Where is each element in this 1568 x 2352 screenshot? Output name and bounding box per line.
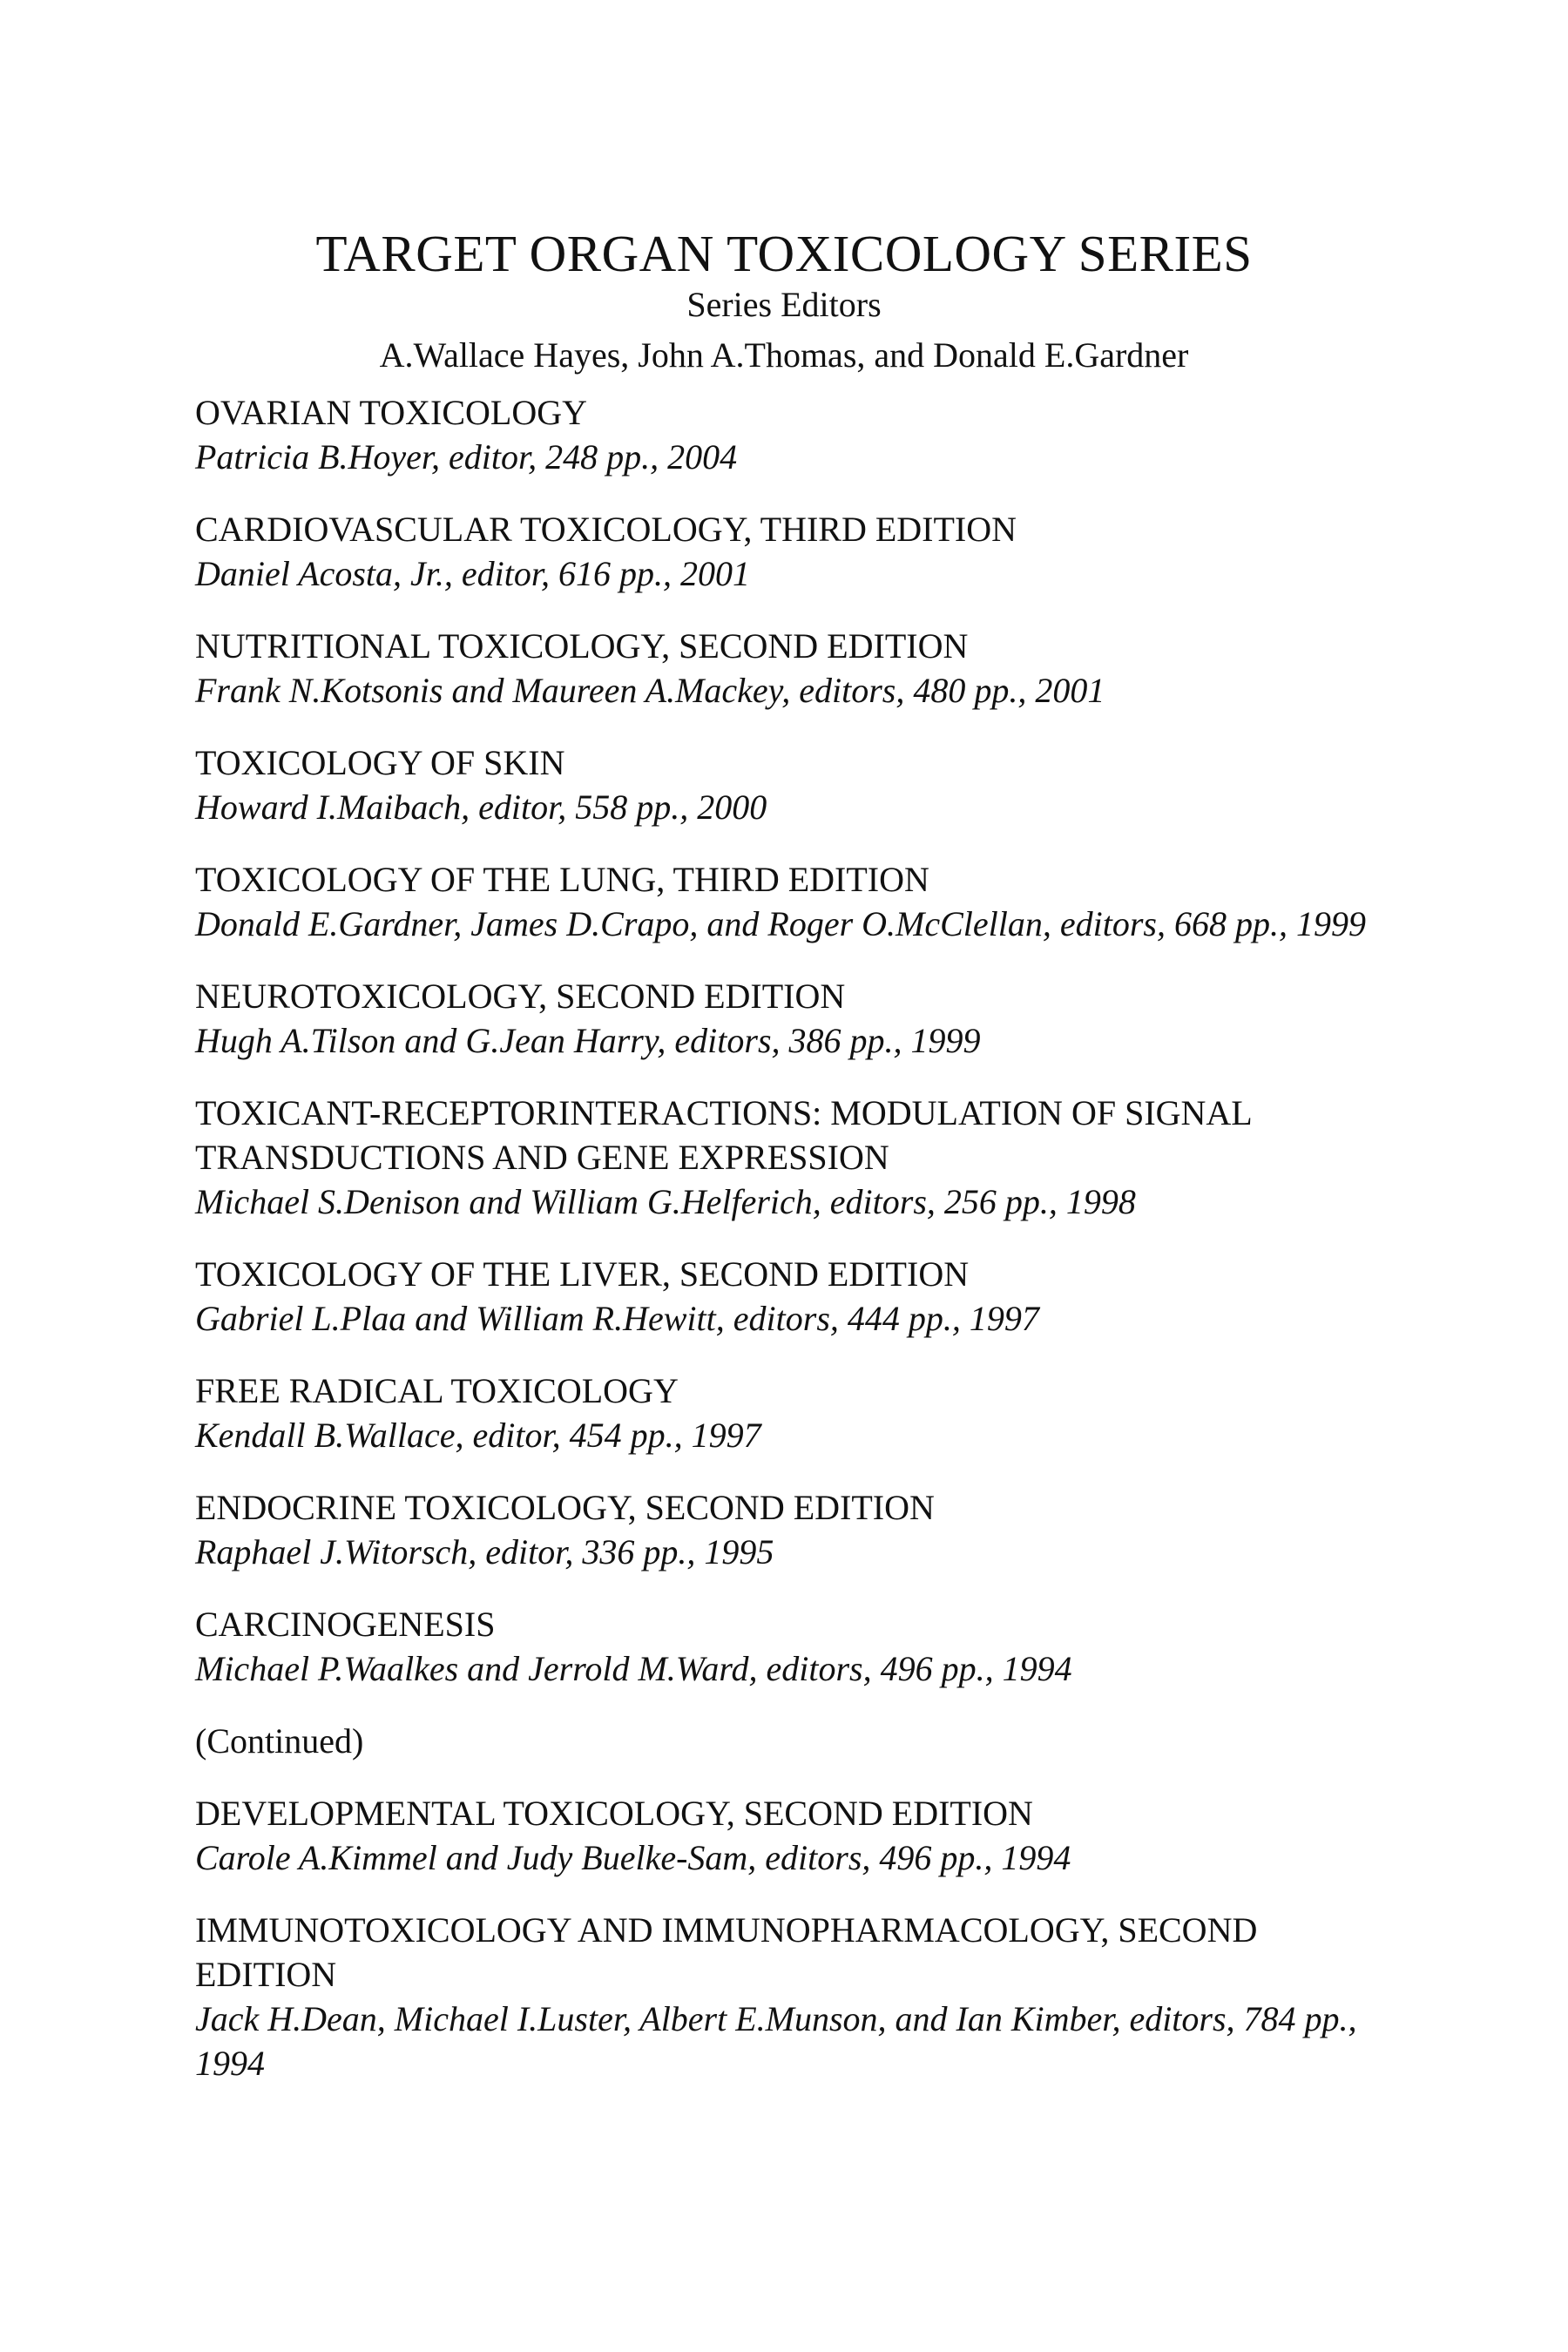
continued-label: (Continued) [195, 1721, 364, 1761]
book-list [195, 390, 1380, 2113]
series-subtitle: Series Editors [686, 285, 882, 324]
book-title: IMMUNOTOXICOLOGY AND IMMUNOPHARMACOLOGY, SECOND EDITION [195, 1910, 1258, 1994]
book-details: Michael P.Waalkes and Jerrold M.Ward, editors, 496 pp., 1994 [195, 1649, 1072, 1688]
book-title: DEVELOPMENTAL TOXICOLOGY, SECOND EDITION [195, 1794, 1033, 1833]
book-title: FREE RADICAL TOXICOLOGY [195, 1371, 679, 1410]
book-entry [195, 1091, 1380, 1224]
book-entry [195, 740, 1380, 829]
book-title: NUTRITIONAL TOXICOLOGY, SECOND EDITION [195, 626, 969, 666]
book-entry [195, 390, 1380, 479]
book-details: Hugh A.Tilson and G.Jean Harry, editors, 386 pp., 1999 [195, 1021, 981, 1060]
book-title: NEUROTOXICOLOGY, SECOND EDITION [195, 977, 846, 1016]
book-details: Howard I.Maibach, editor, 558 pp., 2000 [195, 787, 767, 827]
book-entry [195, 507, 1380, 596]
book-title: CARCINOGENESIS [195, 1605, 496, 1644]
book-entry [195, 1602, 1380, 1691]
series-editors: A.Wallace Hayes, John A.Thomas, and Donald E.Gardner [379, 335, 1189, 375]
book-entry [195, 1908, 1380, 2085]
book-title: TOXICOLOGY OF SKIN [195, 743, 565, 782]
book-details: Patricia B.Hoyer, editor, 248 pp., 2004 [195, 437, 738, 476]
book-details: Daniel Acosta, Jr., editor, 616 pp., 2001 [195, 554, 751, 593]
book-details: Kendall B.Wallace, editor, 454 pp., 1997 [195, 1416, 761, 1455]
book-title: TOXICOLOGY OF THE LUNG, THIRD EDITION [195, 860, 929, 899]
book-entry [195, 1369, 1380, 1457]
series-title: TARGET ORGAN TOXICOLOGY SERIES [315, 225, 1253, 282]
book-title: CARDIOVASCULAR TOXICOLOGY, THIRD EDITION [195, 510, 1017, 549]
book-title: ENDOCRINE TOXICOLOGY, SECOND EDITION [195, 1488, 935, 1527]
book-details: Raphael J.Witorsch, editor, 336 pp., 1995 [195, 1532, 774, 1571]
book-details: Frank N.Kotsonis and Maureen A.Mackey, editors, 480 pp., 2001 [195, 671, 1105, 710]
book-title: TOXICOLOGY OF THE LIVER, SECOND EDITION [195, 1254, 970, 1294]
book-entry [195, 857, 1380, 946]
book-title: OVARIAN TOXICOLOGY [195, 393, 588, 432]
book-details: Michael S.Denison and William G.Helferich, editors, 256 pp., 1998 [195, 1182, 1136, 1221]
book-entry [195, 1252, 1380, 1341]
book-entry [195, 624, 1380, 713]
book-details: Gabriel L.Plaa and William R.Hewitt, editors, 444 pp., 1997 [195, 1299, 1039, 1338]
book-entry [195, 1485, 1380, 1574]
book-details: Donald E.Gardner, James D.Crapo, and Roger O.McClellan, editors, 668 pp., 1999 [195, 904, 1366, 943]
book-entry [195, 974, 1380, 1063]
book-entry [195, 1791, 1380, 1880]
book-details: Carole A.Kimmel and Judy Buelke-Sam, editors, 496 pp., 1994 [195, 1838, 1071, 1877]
book-details: Jack H.Dean, Michael I.Luster, Albert E.Munson, and Ian Kimber, editors, 784 pp., 1994 [195, 1999, 1357, 2083]
book-title: TOXICANT-RECEPTORINTERACTIONS: MODULATION OF SIGNAL TRANSDUCTIONS AND GENE EXPRESSION [195, 1093, 1252, 1177]
